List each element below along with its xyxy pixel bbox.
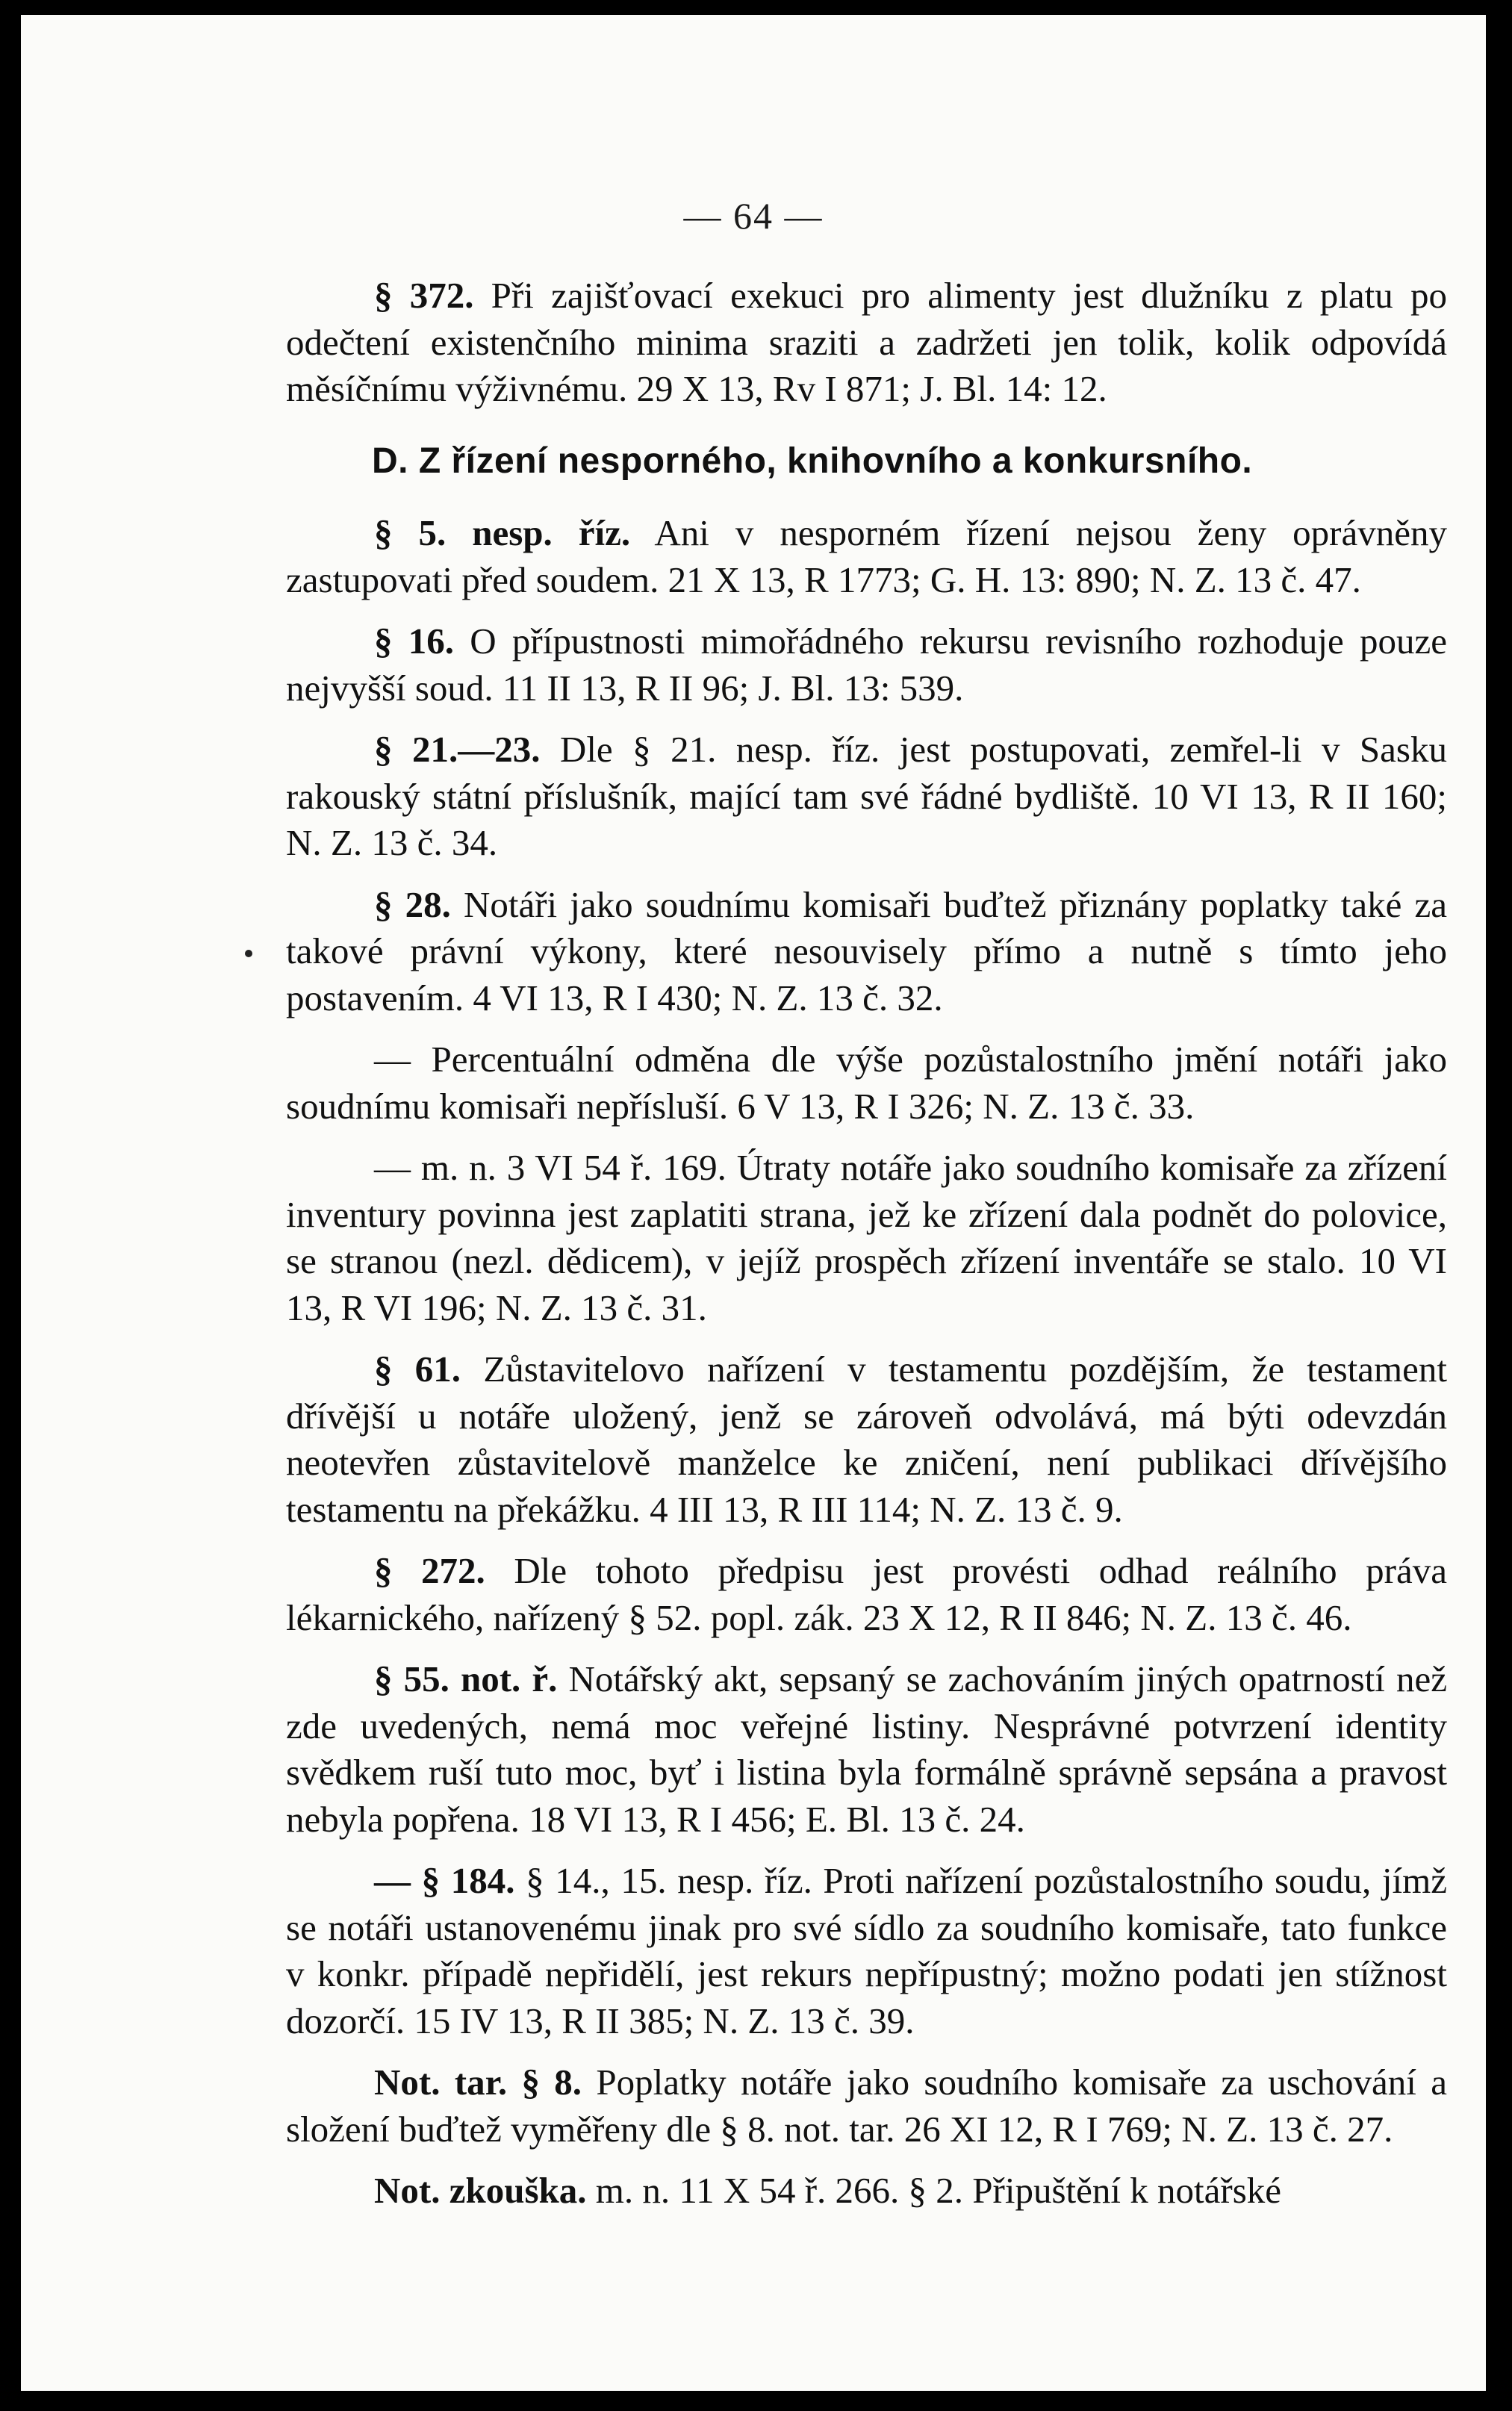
- paragraph-28: [286, 882, 1447, 1022]
- paragraph-body: § 14., 15. nesp. říz. Proti nařízení pozůstalostního soudu, jímž se notáři ustanovenému jinak pro své sídlo za soudního komisaře, tato funkce v konkr. případě nepřidělí, jest rekurs nepřípustný; možno podati jen stížnost dozorčí. 15 IV 13, R II 385; N. Z. 13 č. 39.: [286, 1860, 1447, 2041]
- scanned-page: [21, 15, 1486, 2391]
- paragraph-body: m. n. 11 X 54 ř. 266. § 2. Připuštění k notářské: [586, 2170, 1282, 2211]
- paragraph-body: Notáři jako soudnímu komisaři buďtež přiznány poplatky také za takové právní výkony, které nesouvisely přímo a nutně s tímto jeho postavením. 4 VI 13, R I 430; N. Z. 13 č. 32.: [286, 883, 1448, 1018]
- paragraph-lead: § 5. nesp. říz.: [374, 512, 631, 553]
- paragraph-utraty: [286, 1145, 1447, 1331]
- paragraph-16: [286, 618, 1447, 712]
- paragraph-body: Dle § 21. nesp. říz. jest postupovati, zemřel-li v Sasku rakouský státní příslušník, mající tam své řádné bydliště. 10 VI 13, R II 160; N. Z. 13 č. 34.: [286, 729, 1447, 863]
- margin-dot: [245, 950, 252, 957]
- paragraph-body: Při zajišťovací exekuci pro alimenty jest dlužníku z platu po odečtení existenčního minima sraziti a zadržeti jen tolik, kolik odpovídá měsíčnímu výživnému. 29 X 13, Rv I 871; J. Bl. 14: 12.: [286, 275, 1447, 409]
- paragraph-lead: § 21.—23.: [374, 729, 541, 770]
- section-heading: D. Z řízení nesporného, knihovního a konkursního.: [372, 441, 1253, 481]
- paragraph-body: Dle tohoto předpisu jest provésti odhad reálního práva lékarnického, nařízený § 52. popl. zák. 23 X 12, R II 846; N. Z. 13 č. 46.: [286, 1550, 1447, 1638]
- paragraph-body: Notářský akt, sepsaný se zachováním jiných opatrností než zde uvedených, nemá moc veřejné listiny. Nesprávné potvrzení identity svědkem ruší tuto moc, byť i listina byla formálně správně sepsána a pravost nebyla popřena. 18 VI 13, R I 456; E. Bl. 13 č. 24.: [286, 1658, 1447, 1840]
- paragraph-body: — m. n. 3 VI 54 ř. 169. Útraty notáře jako soudního komisaře za zřízení inventury povinna jest zaplatiti strana, jež ke zřízení dala podnět do polovice, se stranou (nezl. dědicem), v jejíž prospěch zřízení inventáře se stalo. 10 VI 13, R VI 196; N. Z. 13 č. 31.: [286, 1147, 1447, 1328]
- page-body: [286, 273, 1447, 2230]
- paragraph-lead: Not. zkouška.: [374, 2170, 587, 2211]
- paragraph-body: Zůstavitelovo nařízení v testamentu pozdějším, že testament dřívější u notáře uložený, jenž se zároveň odvolává, má býti odevzdán neotevřen zůstavitelově manželce ke zničení, není publikaci dřívějšího testamentu na překážku. 4 III 13, R III 114; N. Z. 13 č. 9.: [286, 1348, 1448, 1530]
- page-number: — 64 —: [683, 195, 824, 237]
- paragraph-body: Poplatky notáře jako soudního komisaře za uschování a složení buďtež vyměřeny dle § 8. not. tar. 26 XI 12, R I 769; N. Z. 13 č. 27.: [286, 2062, 1447, 2150]
- paragraph-not-zkouska: [286, 2168, 1447, 2215]
- paragraph-lead: § 28.: [374, 883, 451, 925]
- paragraph-lead: § 372.: [374, 275, 474, 316]
- paragraph-372: [286, 273, 1447, 413]
- paragraph-body: — Percentuální odměna dle výše pozůstalostního jmění notáři jako soudnímu komisaři nepřísluší. 6 V 13, R I 326; N. Z. 13 č. 33.: [286, 1039, 1447, 1127]
- paragraph-lead: § 61.: [374, 1348, 461, 1390]
- paragraph-21-23: [286, 727, 1447, 867]
- paragraph-lead: § 272.: [374, 1550, 485, 1591]
- paragraph-not-tar: [286, 2059, 1447, 2153]
- paragraph-5-nesp: [286, 510, 1447, 603]
- paragraph-body: O přípustnosti mimořádného rekursu revisního rozhoduje pouze nejvyšší soud. 11 II 13, R II 96; J. Bl. 13: 539.: [286, 620, 1447, 709]
- paragraph-61: [286, 1346, 1447, 1533]
- paragraph-lead: § 16.: [374, 620, 455, 662]
- paragraph-lead: Not. tar. § 8.: [374, 2062, 582, 2103]
- paragraph-272: [286, 1548, 1447, 1641]
- paragraph-lead: — § 184.: [374, 1860, 515, 1901]
- paragraph-percentual: [286, 1036, 1447, 1130]
- paragraph-184: [286, 1858, 1447, 2044]
- paragraph-55-not: [286, 1656, 1447, 1843]
- paragraph-body: Ani v nesporném řízení nejsou ženy oprávněny zastupovati před soudem. 21 X 13, R 1773; G. H. 13: 890; N. Z. 13 č. 47.: [286, 512, 1448, 600]
- paragraph-lead: § 55. not. ř.: [374, 1658, 558, 1699]
